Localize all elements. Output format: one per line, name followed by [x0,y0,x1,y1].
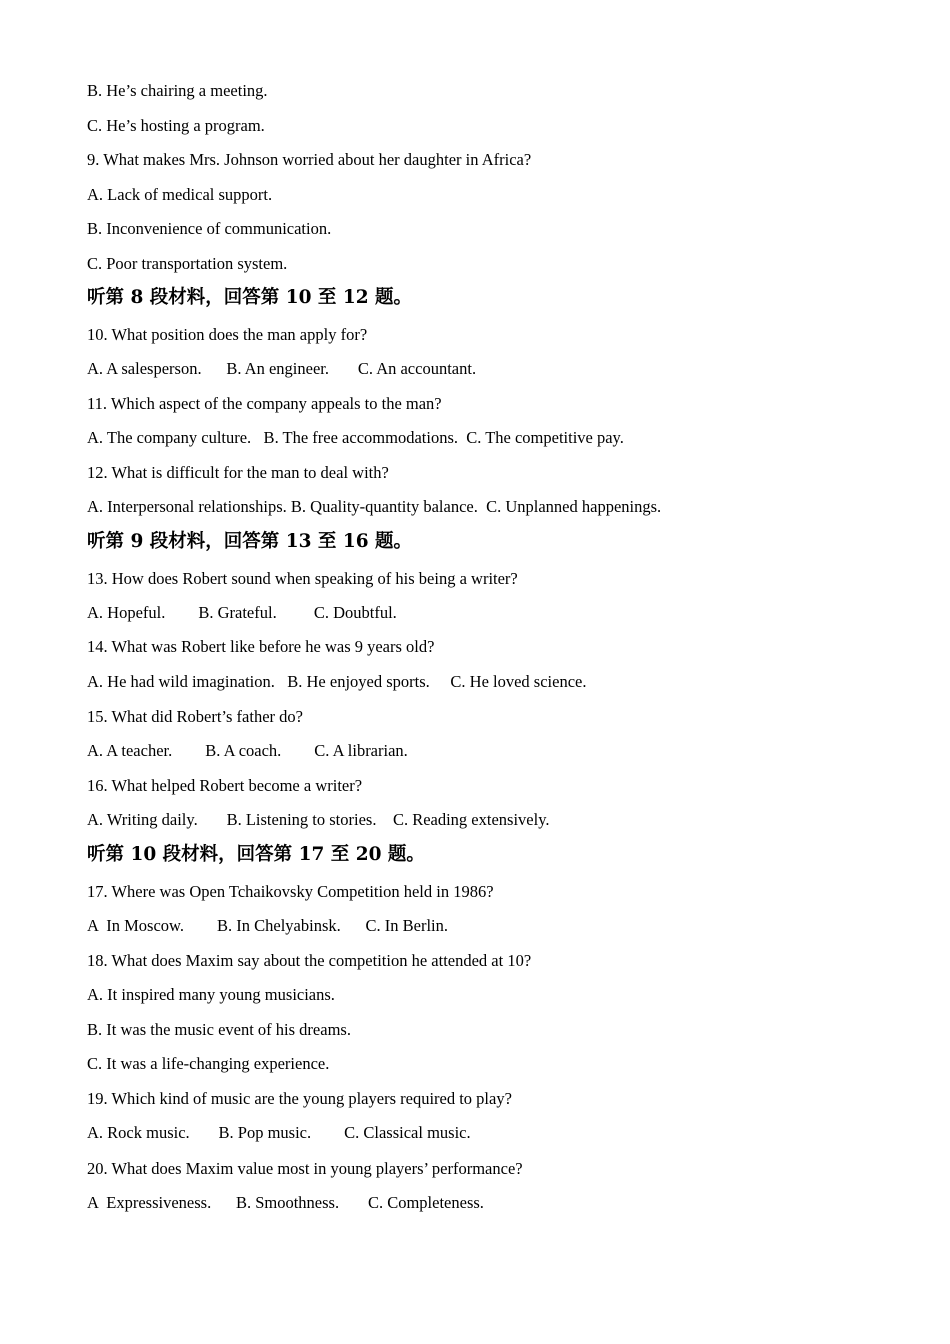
option-9c: C. Poor transportation system. [87,254,288,273]
question-9: 9. What makes Mrs. Johnson worried about her daughter in Africa? [87,150,532,169]
options-11: A. The company culture. B. The free accommodations. C. The competitive pay. [87,428,624,447]
options-19: A. Rock music. B. Pop music. C. Classical music. [87,1123,471,1142]
question-16: 16. What helped Robert become a writer? [87,776,363,795]
question-11: 11. Which aspect of the company appeals to the man? [87,394,442,413]
section-heading-10: 听第 10 段材料，回答第 17 至 20 题。 [87,844,425,865]
question-18: 18. What does Maxim say about the competition he attended at 10? [87,951,532,970]
section-heading-8: 听第 8 段材料，回答第 10 至 12 题。 [87,287,413,308]
options-16: A. Writing daily. B. Listening to stories. C. Reading extensively. [87,810,550,829]
option-9a: A. Lack of medical support. [87,185,273,204]
question-13: 13. How does Robert sound when speaking of his being a writer? [87,569,518,588]
options-13: A. Hopeful. B. Grateful. C. Doubtful. [87,603,397,622]
options-10: A. A salesperson. B. An engineer. C. An accountant. [87,359,477,378]
option-9b: B. Inconvenience of communication. [87,219,332,238]
options-17: A In Moscow. B. In Chelyabinsk. C. In Berlin. [87,916,448,935]
option-18c: C. It was a life-changing experience. [87,1054,330,1073]
question-14: 14. What was Robert like before he was 9 years old? [87,637,435,656]
question-20: 20. What does Maxim value most in young players’ performance? [87,1159,523,1178]
options-15: A. A teacher. B. A coach. C. A librarian. [87,741,408,760]
option-8c: C. He’s hosting a program. [87,116,265,135]
section-heading-9: 听第 9 段材料，回答第 13 至 16 题。 [87,531,413,552]
question-15: 15. What did Robert’s father do? [87,707,303,726]
options-20: A Expressiveness. B. Smoothness. C. Completeness. [87,1193,484,1212]
question-17: 17. Where was Open Tchaikovsky Competition held in 1986? [87,882,494,901]
options-14: A. He had wild imagination. B. He enjoyed sports. C. He loved science. [87,672,587,691]
option-18b: B. It was the music event of his dreams. [87,1020,351,1039]
question-12: 12. What is difficult for the man to deal with? [87,463,389,482]
option-18a: A. It inspired many young musicians. [87,985,335,1004]
option-8b: B. He’s chairing a meeting. [87,81,268,100]
question-19: 19. Which kind of music are the young players required to play? [87,1089,512,1108]
options-12: A. Interpersonal relationships. B. Quality-quantity balance. C. Unplanned happenings. [87,497,662,516]
question-10: 10. What position does the man apply for? [87,325,368,344]
